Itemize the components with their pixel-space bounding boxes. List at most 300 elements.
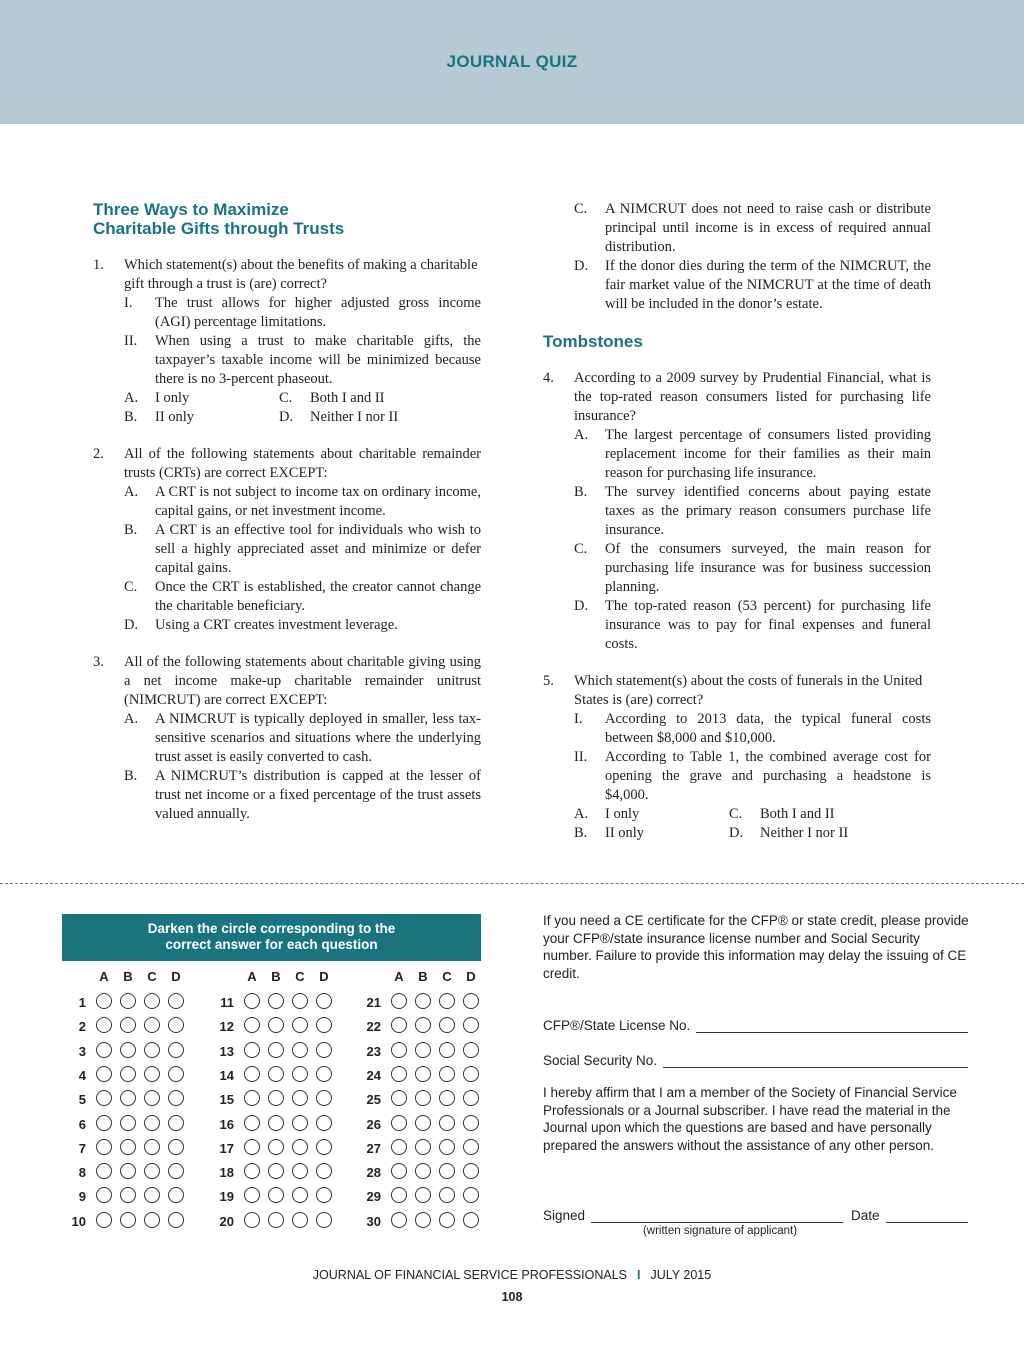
- answer-row: [357, 1040, 507, 1062]
- question-number: 23: [366, 1043, 381, 1059]
- question-number: 12: [219, 1019, 234, 1035]
- answer-row: [62, 1015, 212, 1037]
- page-number: 108: [501, 1290, 523, 1304]
- question-number: 7: [78, 1140, 86, 1156]
- option-label: D.: [729, 825, 744, 841]
- answer-bubble-a[interactable]: [391, 1163, 407, 1179]
- answer-bubble-c[interactable]: [439, 1139, 455, 1155]
- option-text: Both I and II: [310, 390, 385, 406]
- answer-bubble-d[interactable]: [168, 1139, 184, 1155]
- answer-bubble-b[interactable]: [120, 993, 136, 1009]
- question-5: [543, 672, 931, 843]
- header-band: [0, 0, 1024, 124]
- section-title-trusts: [93, 200, 481, 238]
- letter-header: [62, 969, 212, 989]
- answer-bubble-d[interactable]: [316, 1212, 332, 1228]
- option-text: Using a CRT creates investment leverage.: [155, 617, 398, 633]
- answer-row: [210, 1210, 360, 1232]
- option-d: [279, 408, 481, 427]
- answer-bubble-b[interactable]: [415, 1139, 431, 1155]
- answer-row: [62, 1210, 212, 1232]
- answer-row: [210, 1137, 360, 1159]
- question-3: [93, 653, 481, 824]
- option-label: D.: [124, 617, 139, 633]
- option-c: [124, 578, 481, 616]
- answer-bubble-a[interactable]: [391, 1042, 407, 1058]
- answer-bubble-d[interactable]: [168, 993, 184, 1009]
- answer-row: [210, 1161, 360, 1183]
- answer-bubble-a[interactable]: [244, 1042, 260, 1058]
- statement-label: II.: [574, 749, 588, 765]
- option-label: C.: [729, 806, 743, 822]
- option-text: The survey identified concerns about paying estate taxes as the primary reason consumers purchase life insurance.: [605, 484, 931, 538]
- answer-bubble-b[interactable]: [268, 1042, 284, 1058]
- answer-bubble-b[interactable]: [415, 1163, 431, 1179]
- option-b: [124, 521, 481, 578]
- answer-bubble-b[interactable]: [120, 1187, 136, 1203]
- question-number: 9: [78, 1189, 86, 1205]
- option-a: [124, 483, 481, 521]
- choice-letter: D: [319, 969, 329, 984]
- answer-bubble-a[interactable]: [391, 1115, 407, 1131]
- answer-bubble-b[interactable]: [415, 1187, 431, 1203]
- option-d: [729, 824, 931, 843]
- question-number: 5.: [543, 673, 554, 689]
- answer-bubble-b[interactable]: [120, 1212, 136, 1228]
- answer-bubble-c[interactable]: [292, 1066, 308, 1082]
- answer-bubble-c[interactable]: [144, 1115, 160, 1131]
- answer-instructions: [62, 914, 481, 960]
- statement-i: [124, 294, 481, 332]
- answer-row: [357, 1161, 507, 1183]
- answer-bubble-b[interactable]: [268, 1017, 284, 1033]
- option-text: The top-rated reason (53 percent) for purchasing life insurance was to pay for final expenses and funeral costs.: [605, 598, 931, 652]
- journal-name: JOURNAL OF FINANCIAL SERVICE PROFESSIONALS: [312, 1268, 627, 1282]
- answer-bubble-d[interactable]: [168, 1212, 184, 1228]
- question-number: 30: [366, 1213, 381, 1229]
- answer-row: [357, 1137, 507, 1159]
- signature-note: (written signature of applicant): [642, 1225, 798, 1237]
- answer-bubble-d[interactable]: [463, 1187, 479, 1203]
- license-field: [543, 1013, 968, 1033]
- option-label: C.: [124, 579, 138, 595]
- choice-letter: C: [442, 969, 452, 984]
- statement-label: II.: [124, 333, 138, 349]
- question-number: 3: [78, 1043, 86, 1059]
- question-number: 16: [219, 1116, 234, 1132]
- answer-bubble-d[interactable]: [463, 993, 479, 1009]
- answer-row: [62, 991, 212, 1013]
- question-number: 28: [366, 1165, 381, 1181]
- question-number: 17: [219, 1140, 234, 1156]
- answer-bubble-c[interactable]: [439, 1212, 455, 1228]
- ssn-input-line[interactable]: [663, 1053, 968, 1068]
- question-number: 21: [366, 995, 381, 1010]
- question-stem: Which statement(s) about the costs of funerals in the United States is (are) correct?: [574, 673, 923, 708]
- answer-bubble-a[interactable]: [391, 1090, 407, 1106]
- answer-bubble-d[interactable]: [316, 1090, 332, 1106]
- answer-bubble-b[interactable]: [415, 1212, 431, 1228]
- answer-bubble-d[interactable]: [168, 1090, 184, 1106]
- question-stem: All of the following statements about charitable giving using a net income make-up charitable remainder unitrust (NIMCRUT) are correct EXCEPT:: [124, 654, 481, 708]
- answer-bubble-a[interactable]: [96, 1017, 112, 1033]
- option-label: A.: [574, 427, 589, 443]
- answer-bubble-a[interactable]: [244, 1017, 260, 1033]
- question-number: 1.: [93, 257, 104, 273]
- option-text: A NIMCRUT’s distribution is capped at the lesser of trust net income or a fixed percentage of the trust assets valued annually.: [155, 768, 481, 822]
- answer-bubble-d[interactable]: [463, 1139, 479, 1155]
- statement-i: [574, 710, 931, 748]
- question-number: 22: [366, 1019, 381, 1035]
- option-text: A CRT is not subject to income tax on ordinary income, capital gains, or net investment income.: [155, 484, 481, 519]
- answer-bubble-a[interactable]: [96, 1115, 112, 1131]
- choice-letter: D: [171, 969, 181, 984]
- answer-bubble-c[interactable]: [292, 1139, 308, 1155]
- answer-bubble-d[interactable]: [316, 993, 332, 1009]
- question-number: 20: [219, 1213, 234, 1229]
- option-text: Both I and II: [760, 806, 835, 822]
- choice-letter: A: [99, 969, 109, 984]
- signature-line[interactable]: [591, 1208, 843, 1223]
- option-text: A NIMCRUT is typically deployed in smaller, less tax-sensitive scenarios and situations where the underlying trust asset is easily converted to cash.: [155, 711, 481, 765]
- answer-bubble-c[interactable]: [292, 1212, 308, 1228]
- answer-row: [357, 1210, 507, 1232]
- option-text: A NIMCRUT does not need to raise cash or distribute principal until income is in excess of required annual distribution.: [605, 201, 931, 255]
- answer-bubble-c[interactable]: [439, 1115, 455, 1131]
- answer-row: [210, 1040, 360, 1062]
- option-b: [124, 767, 481, 824]
- answer-bubble-d[interactable]: [168, 1187, 184, 1203]
- answer-bubble-a[interactable]: [244, 1066, 260, 1082]
- option-label: D.: [574, 598, 589, 614]
- answer-bubble-b[interactable]: [415, 1090, 431, 1106]
- answer-bubble-d[interactable]: [168, 1115, 184, 1131]
- answer-row: [210, 991, 360, 1013]
- answer-bubble-a[interactable]: [244, 1139, 260, 1155]
- option-a: [574, 426, 931, 483]
- answer-bubble-d[interactable]: [463, 1042, 479, 1058]
- option-label: A.: [124, 484, 139, 500]
- answer-row: [357, 1113, 507, 1135]
- answer-bubble-a[interactable]: [96, 1139, 112, 1155]
- question-stem: All of the following statements about charitable remainder trusts (CRTs) are correct EXCEPT:: [124, 446, 481, 481]
- answer-bubble-d[interactable]: [463, 1163, 479, 1179]
- answer-bubble-c[interactable]: [292, 1090, 308, 1106]
- answer-row: [210, 1088, 360, 1110]
- question-number: 29: [366, 1189, 381, 1205]
- question-number: 4.: [543, 370, 554, 386]
- answer-bubble-d[interactable]: [168, 1163, 184, 1179]
- issue-date: JULY 2015: [650, 1268, 712, 1282]
- option-text: Once the CRT is established, the creator cannot change the charitable beneficiary.: [155, 579, 481, 614]
- answer-bubble-c[interactable]: [144, 1042, 160, 1058]
- answer-row: [357, 1185, 507, 1207]
- question-number: 10: [71, 1213, 86, 1229]
- ce-instructions: If you need a CE certificate for the CFP® or state credit, please provide your CFP®/state insurance license number and Social Security number. Failure to provide this information may delay the issuing of CE credit.: [543, 913, 969, 981]
- question-number: 2.: [93, 446, 104, 462]
- page-title: JOURNAL QUIZ: [446, 52, 578, 71]
- question-number: 18: [219, 1165, 234, 1181]
- answer-bubble-d[interactable]: [168, 1017, 184, 1033]
- answer-bubble-c[interactable]: [292, 993, 308, 1009]
- question-2: [93, 445, 481, 635]
- answer-bubble-b[interactable]: [268, 1115, 284, 1131]
- answer-bubble-d[interactable]: [316, 1042, 332, 1058]
- option-label: A.: [124, 390, 139, 406]
- answer-bubble-d[interactable]: [463, 1090, 479, 1106]
- answer-bubble-b[interactable]: [415, 993, 431, 1009]
- option-a: [574, 805, 729, 824]
- option-a: [124, 710, 481, 767]
- option-text: II only: [605, 825, 645, 841]
- answer-bubble-b[interactable]: [120, 1017, 136, 1033]
- option-d: [124, 616, 481, 635]
- question-number: 27: [366, 1140, 381, 1156]
- option-label: C.: [279, 390, 293, 406]
- answer-bubble-b[interactable]: [415, 1115, 431, 1131]
- answer-bubble-b[interactable]: [120, 1115, 136, 1131]
- answer-bubble-b[interactable]: [268, 1212, 284, 1228]
- statement-text: The trust allows for higher adjusted gross income (AGI) percentage limitations.: [155, 295, 481, 330]
- answer-row: [62, 1064, 212, 1086]
- option-c: [729, 805, 931, 824]
- ssn-field: [543, 1048, 968, 1068]
- letter-header: [210, 969, 360, 989]
- question-number: 11: [220, 995, 234, 1010]
- question-number: 19: [219, 1189, 234, 1205]
- answer-bubble-b[interactable]: [268, 1163, 284, 1179]
- answer-bubble-d[interactable]: [316, 1115, 332, 1131]
- statement-text: According to Table 1, the combined average cost for opening the grave and purchasing a headstone is $4,000.: [605, 749, 931, 803]
- answer-bubble-d[interactable]: [316, 1066, 332, 1082]
- answer-bubble-a[interactable]: [244, 1163, 260, 1179]
- footer: [0, 1268, 1024, 1282]
- question-number: 2: [78, 1019, 86, 1035]
- answer-bubble-d[interactable]: [463, 1212, 479, 1228]
- option-text: Neither I nor II: [760, 825, 849, 841]
- option-d: [574, 597, 931, 654]
- section-title-line: Three Ways to Maximize: [93, 200, 289, 219]
- answer-row: [62, 1161, 212, 1183]
- answer-bubble-c[interactable]: [439, 1090, 455, 1106]
- statement-text: According to 2013 data, the typical funeral costs between $8,000 and $10,000.: [605, 711, 931, 746]
- answer-options: [124, 389, 481, 427]
- option-text: Of the consumers surveyed, the main reason for purchasing life insurance was for business succession planning.: [605, 541, 931, 595]
- answer-bubble-c[interactable]: [144, 1090, 160, 1106]
- answer-bubble-d[interactable]: [168, 1066, 184, 1082]
- choice-letter: D: [466, 969, 476, 984]
- signature-row: [543, 1203, 968, 1223]
- license-label: CFP®/State License No.: [543, 1018, 691, 1033]
- option-label: B.: [124, 409, 138, 425]
- instruction-line: Darken the circle corresponding to the: [147, 921, 396, 936]
- date-label: Date: [851, 1208, 880, 1223]
- option-text: I only: [155, 390, 190, 406]
- answer-bubble-c[interactable]: [144, 993, 160, 1009]
- answer-bubble-c[interactable]: [144, 1187, 160, 1203]
- option-text: A CRT is an effective tool for individuals who wish to sell a highly appreciated asset and minimize or defer capital gains.: [155, 522, 481, 576]
- answer-row: [62, 1185, 212, 1207]
- question-number: 8: [78, 1165, 86, 1181]
- instruction-line: correct answer for each question: [165, 937, 378, 952]
- option-label: D.: [279, 409, 294, 425]
- answer-bubble-b[interactable]: [120, 1090, 136, 1106]
- answer-bubble-d[interactable]: [463, 1017, 479, 1033]
- question-stem: Which statement(s) about the benefits of making a charitable gift through a trust is (are) correct?: [124, 257, 478, 292]
- answer-bubble-a[interactable]: [391, 1139, 407, 1155]
- answer-bubble-c[interactable]: [292, 1187, 308, 1203]
- answer-bubble-b[interactable]: [268, 1187, 284, 1203]
- answer-bubble-a[interactable]: [391, 993, 407, 1009]
- option-text: II only: [155, 409, 195, 425]
- answer-bubble-a[interactable]: [391, 1066, 407, 1082]
- question-number: 4: [78, 1067, 86, 1083]
- answer-bubble-a[interactable]: [244, 993, 260, 1009]
- answer-bubble-b[interactable]: [120, 1139, 136, 1155]
- answer-bubble-a[interactable]: [244, 1115, 260, 1131]
- left-column: [93, 200, 481, 842]
- question-stem: According to a 2009 survey by Prudential Financial, what is the top-rated reason consumers listed for purchasing life insurance?: [574, 370, 931, 424]
- option-text: If the donor dies during the term of the NIMCRUT, the fair market value of the NIMCRUT at the time of death will be included in the donor’s estate.: [605, 258, 931, 312]
- question-number: 6: [78, 1116, 86, 1132]
- section-title-tombstones: Tombstones: [543, 332, 643, 351]
- answer-bubble-c[interactable]: [144, 1163, 160, 1179]
- answer-row: [357, 1015, 507, 1037]
- question-number: 3.: [93, 654, 104, 670]
- option-b: [124, 408, 279, 427]
- choice-letter: C: [295, 969, 305, 984]
- answer-bubble-a[interactable]: [244, 1187, 260, 1203]
- answer-bubble-c[interactable]: [144, 1017, 160, 1033]
- option-label: B.: [574, 825, 588, 841]
- answer-bubble-c[interactable]: [439, 1017, 455, 1033]
- answer-bubble-d[interactable]: [168, 1042, 184, 1058]
- answer-bubble-d[interactable]: [316, 1163, 332, 1179]
- answer-bubble-b[interactable]: [268, 1139, 284, 1155]
- answer-bubble-a[interactable]: [96, 1090, 112, 1106]
- license-input-line[interactable]: [696, 1018, 968, 1033]
- option-text: I only: [605, 806, 640, 822]
- answer-bubble-b[interactable]: [415, 1066, 431, 1082]
- answer-row: [62, 1113, 212, 1135]
- answer-bubble-a[interactable]: [391, 1212, 407, 1228]
- option-label: D.: [574, 258, 589, 274]
- question-4: [543, 369, 931, 654]
- answer-bubble-b[interactable]: [415, 1042, 431, 1058]
- answer-row: [62, 1137, 212, 1159]
- option-label: A.: [124, 711, 139, 727]
- option-c: [574, 540, 931, 597]
- statement-label: I.: [574, 711, 583, 727]
- answer-bubble-c[interactable]: [144, 1212, 160, 1228]
- choice-letter: B: [271, 969, 281, 984]
- answer-bubble-a[interactable]: [391, 1017, 407, 1033]
- answer-bubble-c[interactable]: [292, 1115, 308, 1131]
- option-b: [574, 483, 931, 540]
- answer-row: [357, 991, 507, 1013]
- answer-bubble-a[interactable]: [96, 1187, 112, 1203]
- affirmation: I hereby affirm that I am a member of the Society of Financial Service Professionals or a Journal subscriber. I have read the material in the Journal upon which the questions are based and have personally prepared the answers without the assistance of any other person.: [543, 1085, 957, 1153]
- answer-bubble-d[interactable]: [316, 1017, 332, 1033]
- answer-bubble-c[interactable]: [144, 1139, 160, 1155]
- answer-bubble-c[interactable]: [439, 1042, 455, 1058]
- answer-bubble-d[interactable]: [316, 1187, 332, 1203]
- answer-bubble-d[interactable]: [463, 1066, 479, 1082]
- answer-bubble-c[interactable]: [292, 1163, 308, 1179]
- question-number: 24: [366, 1067, 381, 1083]
- answer-bubble-b[interactable]: [120, 1066, 136, 1082]
- answer-bubble-c[interactable]: [144, 1066, 160, 1082]
- answer-bubble-a[interactable]: [244, 1212, 260, 1228]
- answer-row: [357, 1088, 507, 1110]
- date-line[interactable]: [886, 1208, 968, 1223]
- answer-row: [62, 1088, 212, 1110]
- choice-letter: A: [394, 969, 404, 984]
- answer-bubble-b[interactable]: [120, 1163, 136, 1179]
- answer-bubble-a[interactable]: [96, 1163, 112, 1179]
- option-d: [574, 257, 931, 314]
- option-label: C.: [574, 201, 588, 217]
- answer-row: [210, 1185, 360, 1207]
- question-1: [93, 256, 481, 427]
- answer-options: [574, 805, 931, 843]
- answer-bubble-b[interactable]: [415, 1017, 431, 1033]
- option-text: Neither I nor II: [310, 409, 399, 425]
- answer-bubble-c[interactable]: [292, 1042, 308, 1058]
- answer-bubble-c[interactable]: [439, 1163, 455, 1179]
- answer-bubble-b[interactable]: [268, 1090, 284, 1106]
- option-label: B.: [124, 522, 138, 538]
- answer-bubble-c[interactable]: [292, 1017, 308, 1033]
- answer-row: [210, 1064, 360, 1086]
- ssn-label: Social Security No.: [543, 1053, 658, 1068]
- option-label: A.: [574, 806, 589, 822]
- choice-letter: A: [247, 969, 257, 984]
- question-number: 5: [78, 1092, 86, 1108]
- answer-bubble-a[interactable]: [391, 1187, 407, 1203]
- answer-bubble-c[interactable]: [439, 993, 455, 1009]
- answer-row: [357, 1064, 507, 1086]
- answer-bubble-c[interactable]: [439, 1066, 455, 1082]
- letter-header: [357, 969, 507, 989]
- answer-bubble-a[interactable]: [244, 1090, 260, 1106]
- answer-bubble-b[interactable]: [268, 993, 284, 1009]
- answer-rule: [62, 960, 481, 961]
- question-number: 14: [219, 1067, 234, 1083]
- question-number: 25: [366, 1092, 381, 1108]
- choice-letter: C: [147, 969, 157, 984]
- option-label: B.: [574, 484, 588, 500]
- answer-bubble-a[interactable]: [96, 1042, 112, 1058]
- choice-letter: B: [418, 969, 428, 984]
- signed-label: Signed: [543, 1208, 586, 1223]
- answer-bubble-a[interactable]: [96, 993, 112, 1009]
- answer-bubble-a[interactable]: [96, 1066, 112, 1082]
- option-label: B.: [124, 768, 138, 784]
- answer-bubble-b[interactable]: [120, 1042, 136, 1058]
- question-number: 26: [366, 1116, 381, 1132]
- answer-bubble-d[interactable]: [463, 1115, 479, 1131]
- answer-bubble-c[interactable]: [439, 1187, 455, 1203]
- answer-bubble-a[interactable]: [96, 1212, 112, 1228]
- option-text: The largest percentage of consumers listed providing replacement income for their families as their main reason for purchasing life insurance.: [605, 427, 931, 481]
- answer-bubble-b[interactable]: [268, 1066, 284, 1082]
- section-title-line: Charitable Gifts through Trusts: [93, 219, 345, 238]
- option-c: [574, 200, 931, 257]
- choice-letter: B: [123, 969, 133, 984]
- question-3-continued: [543, 200, 931, 314]
- answer-bubble-d[interactable]: [316, 1139, 332, 1155]
